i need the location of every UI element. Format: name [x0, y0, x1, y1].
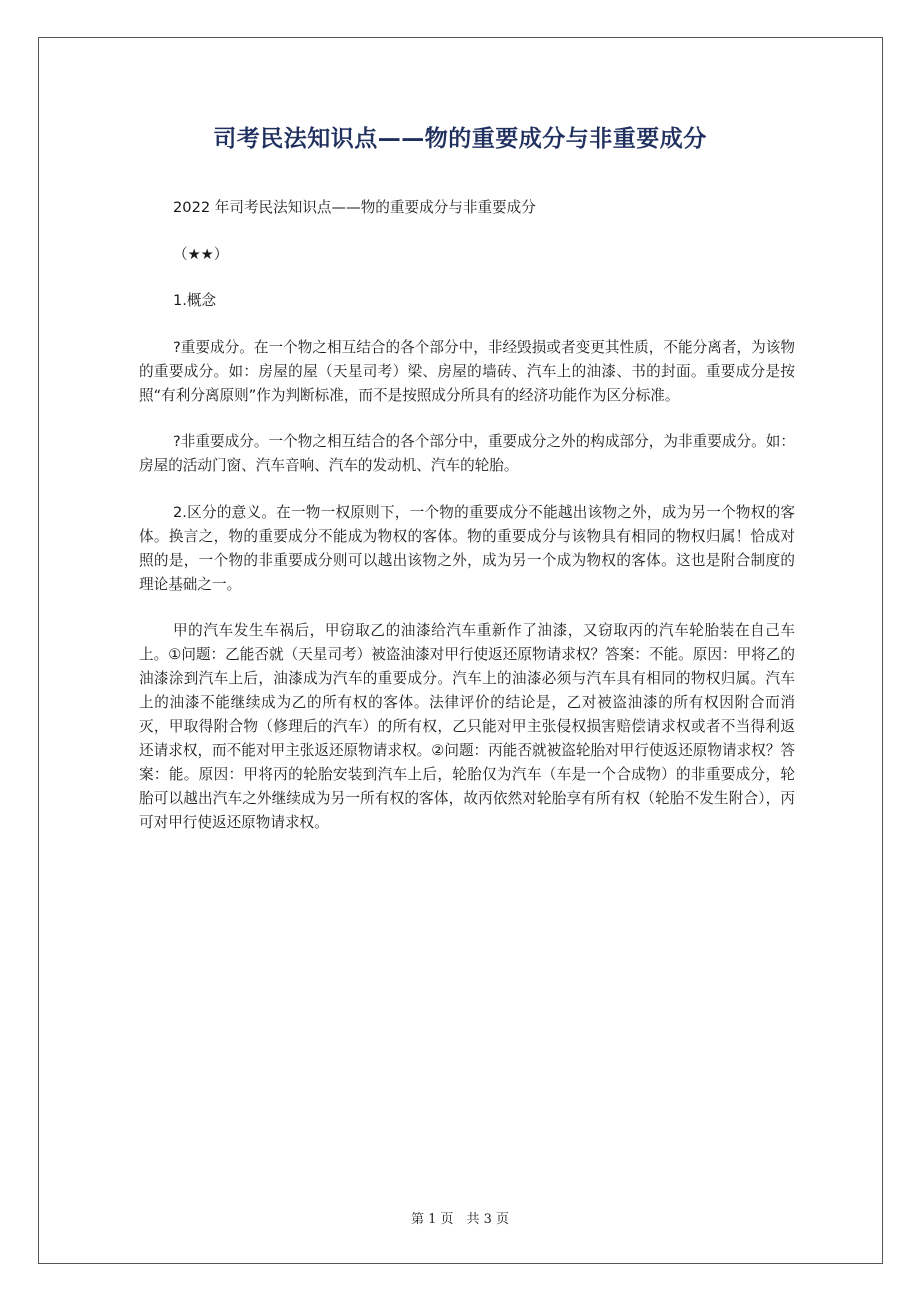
document-body — [139, 196, 795, 858]
document-title: 司考民法知识点——物的重要成分与非重要成分 — [213, 126, 707, 152]
paragraph-subtitle: 2022 年司考民法知识点——物的重要成分与非重要成分 — [173, 199, 536, 216]
paragraph-important-component: ?重要成分。在一个物之相互结合的各个部分中，非经毁损或者变更其性质，不能分离者，为该物的重要成分。如：房屋的屋（天星司考）梁、房屋的墙砖、汽车上的油漆、书的封面。重要成分是按照“有利分离原则”作为判断标准，而不是按照成分所具有的经济功能作为区分标准。 — [139, 338, 795, 404]
paragraph-non-important-component: ?非重要成分。一个物之相互结合的各个部分中，重要成分之外的构成部分，为非重要成分。如：房屋的活动门窗、汽车音响、汽车的发动机、汽车的轮胎。 — [139, 433, 795, 474]
paragraph-significance: 2.区分的意义。在一物一权原则下，一个物的重要成分不能越出该物之外，成为另一个物权的客体。换言之，物的重要成分不能成为物权的客体。物的重要成分与该物具有相同的物权归属！恰成对照的是，一个物的非重要成分则可以越出该物之外，成为另一个成为物权的客体。这也是附合制度的理论基础之一。 — [139, 503, 795, 593]
page-number-footer: 第 1 页 共 3 页 — [410, 1212, 510, 1227]
paragraph-difficulty-stars: （★★） — [173, 245, 229, 263]
paragraph-case-example: 甲的汽车发生车祸后，甲窃取乙的油漆给汽车重新作了油漆，又窃取丙的汽车轮胎装在自己车上。①问题：乙能否就（天星司考）被盗油漆对甲行使返还原物请求权？答案：不能。原因：甲将乙的油漆涂到汽车上后，油漆成为汽车的重要成分。汽车上的油漆必须与汽车具有相同的物权归属。汽车上的油漆不能继续成为乙的所有权的客体。法律评价的结论是，乙对被盗油漆的所有权因附合而消灭，甲取得附合物（修理后的汽车）的所有权，乙只能对甲主张侵权损害赔偿请求权或者不当得利返还请求权，而不能对甲主张返还原物请求权。②问题：丙能否就被盗轮胎对甲行使返还原物请求权？答案：能。原因：甲将丙的轮胎安装到汽车上后，轮胎仅为汽车（车是一个合成物）的非重要成分，轮胎可以越出汽车之外继续成为另一所有权的客体，故丙依然对轮胎享有所有权（轮胎不发生附合），丙可对甲行使返还原物请求权。 — [139, 622, 795, 831]
paragraph-concept-heading: 1.概念 — [173, 292, 217, 309]
